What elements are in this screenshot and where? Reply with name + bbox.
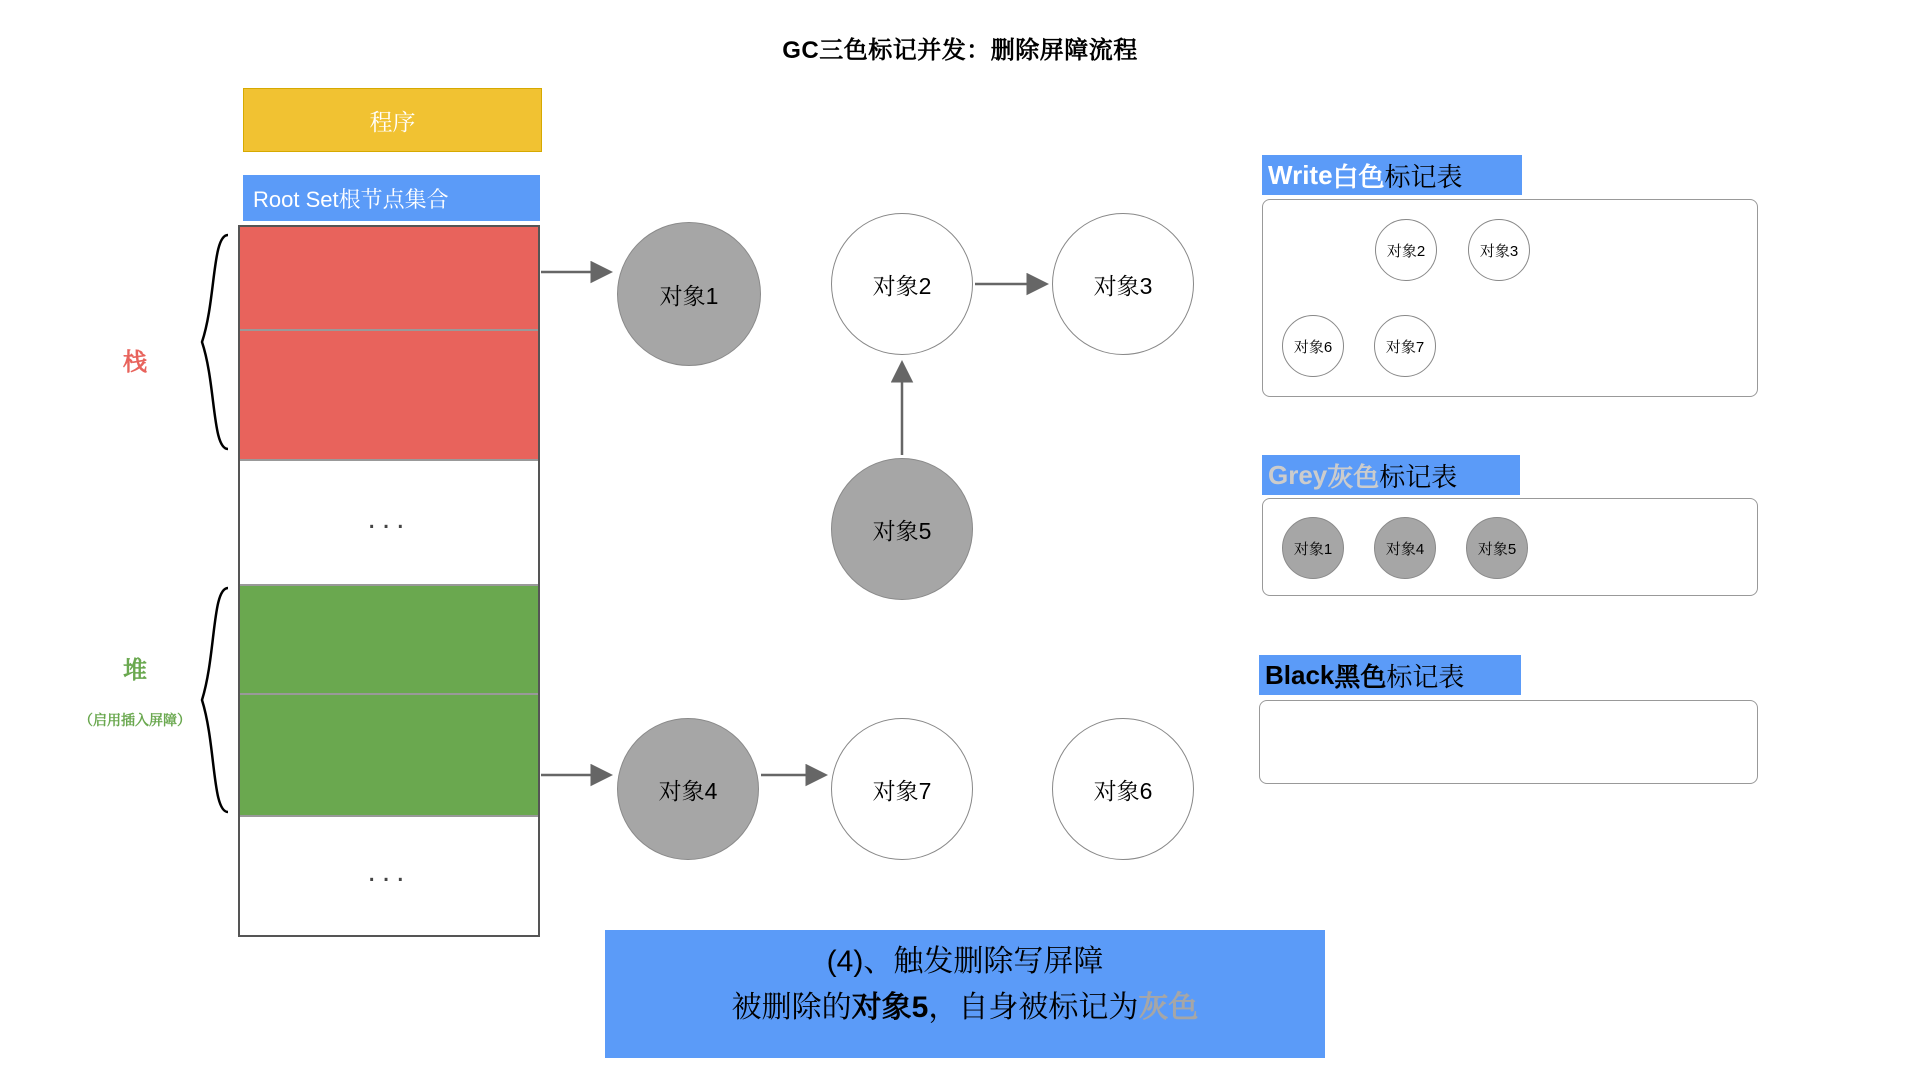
- node-obj3[interactable]: 对象3: [1052, 213, 1194, 355]
- node-obj5[interactable]: 对象5: [831, 458, 973, 600]
- step-caption: [605, 930, 1325, 1058]
- node-obj7[interactable]: 对象7: [831, 718, 973, 860]
- white-marking-table: [1262, 199, 1758, 397]
- white-table-title-en: Write: [1268, 159, 1333, 190]
- node-obj4[interactable]: 对象4: [617, 718, 759, 860]
- stack-brace: [202, 235, 228, 449]
- caption-line-2: [605, 985, 1325, 1031]
- black-table-title: [1259, 655, 1521, 695]
- black-marking-table: [1259, 700, 1758, 784]
- grey-table-title-en: Grey: [1268, 459, 1328, 490]
- heap-ellipsis: ...: [239, 816, 539, 936]
- heap-label: 堆: [123, 657, 147, 684]
- stack-slot-2: [239, 330, 539, 460]
- white-table-title: [1262, 155, 1522, 195]
- caption-line2-bold: 对象5: [851, 991, 929, 1024]
- heap-brace: [202, 588, 228, 812]
- node-obj1[interactable]: 对象1: [617, 222, 761, 366]
- grey-table-chip-obj4[interactable]: 对象4: [1374, 517, 1436, 579]
- grey-table-title-colored: 灰色: [1327, 461, 1380, 492]
- grey-table-title-rest: 标记表: [1379, 461, 1458, 492]
- heap-sublabel: （启用插入屏障）: [79, 712, 191, 728]
- white-table-title-rest: 标记表: [1384, 161, 1463, 192]
- page-title: GC三色标记并发：删除屏障流程: [782, 37, 1138, 64]
- grey-marking-table: [1262, 498, 1758, 596]
- grey-table-chip-obj5[interactable]: 对象5: [1466, 517, 1528, 579]
- program-box: 程序: [243, 88, 542, 152]
- black-table-title-rest: 标记表: [1386, 661, 1465, 692]
- caption-line-1: (4)、触发删除写屏障: [826, 945, 1104, 978]
- caption-line2-pre: 被删除的: [731, 991, 852, 1024]
- white-table-chip-obj7[interactable]: 对象7: [1374, 315, 1436, 377]
- caption-line2-grey: 灰色: [1138, 991, 1199, 1024]
- node-obj6[interactable]: 对象6: [1052, 718, 1194, 860]
- white-table-chip-obj6[interactable]: 对象6: [1282, 315, 1344, 377]
- stack-slot-1: [239, 226, 539, 330]
- heap-slot-2: [239, 694, 539, 816]
- stack-ellipsis: ...: [239, 460, 539, 585]
- grey-table-chip-obj1[interactable]: 对象1: [1282, 517, 1344, 579]
- white-table-chip-obj3[interactable]: 对象3: [1468, 219, 1530, 281]
- black-table-title-en: Black: [1265, 659, 1335, 690]
- heap-slot-1: [239, 585, 539, 694]
- white-table-chip-obj2[interactable]: 对象2: [1375, 219, 1437, 281]
- stack-label: 栈: [123, 349, 147, 376]
- black-table-title-colored: 黑色: [1334, 661, 1387, 692]
- node-obj2[interactable]: 对象2: [831, 213, 973, 355]
- white-table-title-colored: 白色: [1332, 161, 1385, 192]
- grey-table-title: [1262, 455, 1520, 495]
- root-set-box: Root Set根节点集合: [243, 175, 540, 221]
- caption-line2-mid: ，自身被标记为: [928, 991, 1139, 1024]
